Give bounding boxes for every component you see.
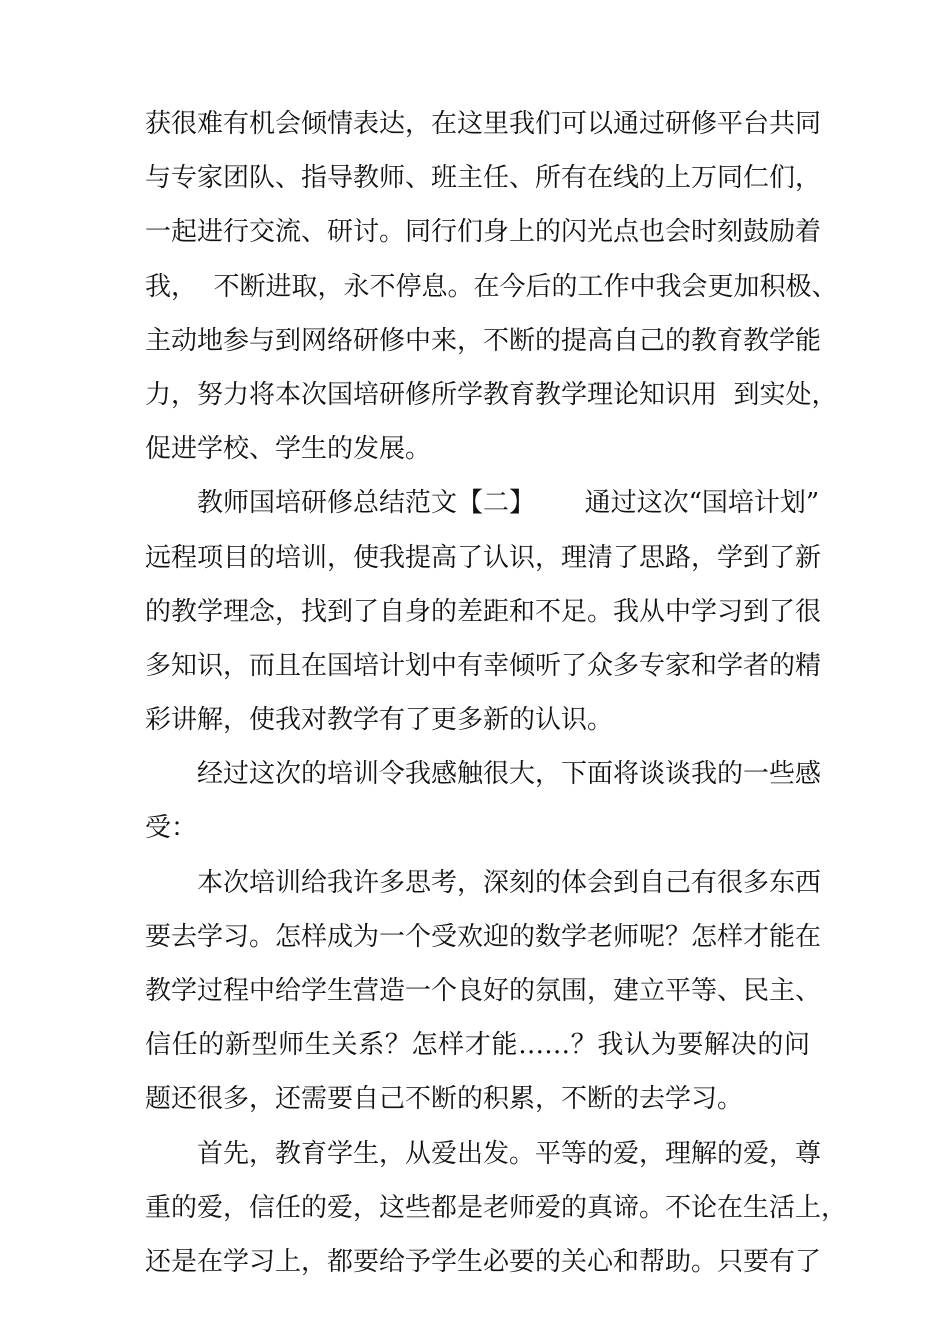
text-line: 教学过程中给学生营造一个良好的氛围，建立平等、民主、	[145, 976, 822, 1006]
text-line: 与专家团队、指导教师、班主任、所有在线的上万同仁们，	[145, 163, 822, 194]
text-line: 多知识，而且在国培计划中有幸倾听了众多专家和学者的精	[145, 650, 822, 681]
text-line: 受：	[145, 813, 198, 844]
text-line: 信任的新型师生关系？怎样才能……？我认为要解决的问	[145, 1030, 810, 1061]
text-line: 促进学校、学生的发展。	[145, 434, 432, 465]
text-line: 本次培训给我许多思考，深刻的体会到自己有很多东西	[197, 867, 822, 898]
text-line: 题还很多，还需要自己不断的积累，不断的去学习。	[145, 1084, 744, 1115]
text-line: 首先，教育学生，从爱出发。平等的爱，理解的爱，尊	[197, 1138, 822, 1169]
text-line: 还是在学习上，都要给予学生必要的关心和帮助。只要有了	[145, 1246, 822, 1277]
text-line: 我， 不断进取，永不停息。在今后的工作中我会更加积极、	[145, 271, 838, 302]
text-line: 重的爱，信任的爱，这些都是老师爱的真谛。不论在生活上，	[145, 1192, 848, 1223]
text-line: 获很难有机会倾情表达，在这里我们可以通过研修平台共同	[145, 109, 822, 139]
text-line: 主动地参与到网络研修中来，不断的提高自己的教育教学能	[145, 325, 822, 356]
document-body	[145, 97, 848, 1289]
text-line: 要去学习。怎样成为一个受欢迎的数学老师呢？怎样才能在	[145, 921, 822, 952]
text-line: 的教学理念，找到了自身的差距和不足。我从中学习到了很	[145, 596, 822, 627]
text-line: 一起进行交流、研讨。同行们身上的闪光点也会时刻鼓励着	[145, 217, 822, 248]
text-line: 彩讲解，使我对教学有了更多新的认识。	[145, 705, 614, 736]
section-heading-line: 教师国培研修总结范文【二】 通过这次“国培计划”	[197, 488, 820, 519]
text-line: 远程项目的培训，使我提高了认识，理清了思路，学到了新	[145, 542, 822, 573]
text-line: 力，努力将本次国培研修所学教育教学理论知识用 到实处，	[145, 379, 838, 410]
text-line: 经过这次的培训令我感触很大，下面将谈谈我的一些感	[197, 759, 822, 790]
